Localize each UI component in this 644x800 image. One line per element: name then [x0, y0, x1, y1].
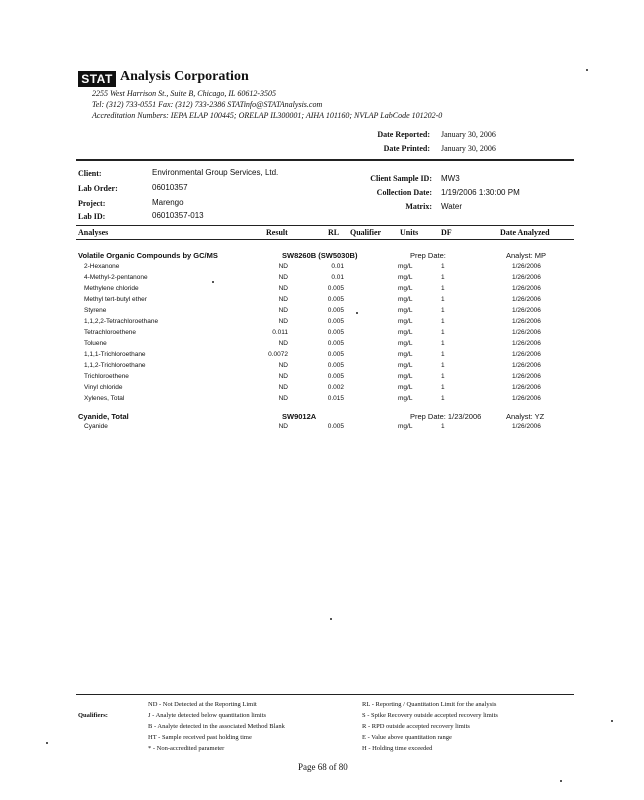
col-units: Units — [400, 228, 419, 237]
df-value: 1 — [441, 285, 445, 292]
date-analyzed-value: 1/26/2006 — [512, 329, 541, 336]
result-value: ND — [278, 384, 288, 391]
company-address: 2255 West Harrison St., Suite B, Chicago, IL 60612-3505 — [92, 89, 277, 98]
result-value: ND — [278, 362, 288, 369]
group-voc-title: Volatile Organic Compounds by GC/MS — [78, 251, 218, 260]
result-value: ND — [278, 285, 288, 292]
table-row — [0, 340, 644, 351]
date-analyzed-value: 1/26/2006 — [512, 351, 541, 358]
units-value: mg/L — [398, 263, 413, 270]
date-printed-value: January 30, 2006 — [441, 144, 496, 153]
analyte-name: 2-Hexanone — [84, 263, 120, 270]
table-row — [0, 285, 644, 296]
scan-speck — [560, 780, 562, 782]
lab-id-label: Lab ID: — [78, 212, 106, 221]
qualifier-e: E - Value above quantitation range — [362, 734, 452, 741]
units-value: mg/L — [398, 362, 413, 369]
scan-speck — [212, 281, 214, 283]
analyte-name: 1,1,2-Trichloroethane — [84, 362, 146, 369]
sample-id-value: MW3 — [441, 174, 460, 183]
table-row — [0, 296, 644, 307]
df-value: 1 — [441, 274, 445, 281]
rl-value: 0.005 — [327, 373, 344, 380]
table-row — [0, 373, 644, 384]
date-analyzed-value: 1/26/2006 — [512, 274, 541, 281]
analyte-name: Xylenes, Total — [84, 395, 125, 402]
col-date-analyzed: Date Analyzed — [500, 228, 550, 237]
project-label: Project: — [78, 199, 106, 208]
company-logo: STAT — [78, 71, 116, 87]
table-row — [0, 274, 644, 285]
scan-speck — [46, 742, 48, 744]
group-voc-prep: Prep Date: — [410, 251, 446, 260]
units-value: mg/L — [398, 274, 413, 281]
qualifier-rl: RL - Reporting / Quantitation Limit for the analysis — [362, 701, 497, 708]
df-value: 1 — [441, 263, 445, 270]
table-row — [0, 395, 644, 406]
qualifier-nd: ND - Not Detected at the Reporting Limit — [148, 701, 257, 708]
rl-value: 0.01 — [331, 274, 344, 281]
df-value: 1 — [441, 373, 445, 380]
date-analyzed-value: 1/26/2006 — [512, 362, 541, 369]
accreditation-numbers: Accreditation Numbers: IEPA ELAP 100445; ORELAP IL300001; AIHA 101160; NVLAP LabCode 101202-0 — [92, 111, 443, 120]
units-value: mg/L — [398, 395, 413, 402]
units-value: mg/L — [398, 329, 413, 336]
page-number: Page 68 of 80 — [298, 762, 348, 772]
units-value: mg/L — [398, 340, 413, 347]
date-analyzed-value: 1/26/2006 — [512, 285, 541, 292]
rl-value: 0.005 — [327, 307, 344, 314]
date-analyzed-value: 1/26/2006 — [512, 296, 541, 303]
result-value: ND — [278, 263, 288, 270]
result-value: ND — [278, 318, 288, 325]
qualifier-b: B - Analyte detected in the associated Method Blank — [148, 723, 285, 730]
rl-value: 0.005 — [327, 329, 344, 336]
units-value: mg/L — [398, 285, 413, 292]
rl-value: 0.015 — [327, 395, 344, 402]
group-cyanide-method: SW9012A — [282, 412, 317, 421]
df-value: 1 — [441, 318, 445, 325]
matrix-label: Matrix: — [405, 202, 432, 211]
analyte-name: Trichloroethene — [84, 373, 129, 380]
date-analyzed-value: 1/26/2006 — [512, 373, 541, 380]
date-reported-label: Date Reported: — [377, 130, 430, 139]
units-value: mg/L — [398, 307, 413, 314]
company-contact: Tel: (312) 733-0551 Fax: (312) 733-2386 STATinfo@STATAnalysis.com — [92, 100, 323, 109]
df-value: 1 — [441, 395, 445, 402]
analyte-name: 4-Methyl-2-pentanone — [84, 274, 148, 281]
group-voc-method: SW8260B (SW5030B) — [282, 251, 358, 260]
analyte-name: Vinyl chloride — [84, 384, 123, 391]
table-row — [0, 263, 644, 274]
lab-order-label: Lab Order: — [78, 184, 118, 193]
units-value: mg/L — [398, 384, 413, 391]
group-cyanide-analyst: Analyst: YZ — [506, 412, 545, 421]
matrix-value: Water — [441, 202, 463, 211]
col-qualifier: Qualifier — [350, 228, 382, 237]
rl-value: 0.01 — [331, 263, 344, 270]
col-analyses: Analyses — [78, 228, 109, 237]
sample-id-label: Client Sample ID: — [370, 174, 432, 183]
qualifier-s: S - Spike Recovery outside accepted recovery limits — [362, 712, 498, 719]
client-value: Environmental Group Services, Ltd. — [152, 168, 279, 177]
collection-date-label: Collection Date: — [376, 188, 432, 197]
units-value: mg/L — [398, 351, 413, 358]
group-cyanide-title: Cyanide, Total — [78, 412, 129, 421]
qualifier-j: J - Analyte detected below quantitation limits — [148, 712, 267, 719]
table-row — [0, 307, 644, 318]
client-label: Client: — [78, 169, 102, 178]
col-result: Result — [266, 228, 288, 237]
lab-order-value: 06010357 — [152, 183, 188, 192]
rl-value: 0.005 — [327, 285, 344, 292]
rl-value: 0.005 — [327, 318, 344, 325]
company-name: Analysis Corporation — [120, 69, 249, 84]
result-value: ND — [278, 423, 288, 430]
table-row — [0, 329, 644, 340]
df-value: 1 — [441, 340, 445, 347]
col-df: DF — [441, 228, 452, 237]
result-value: ND — [278, 395, 288, 402]
df-value: 1 — [441, 307, 445, 314]
analyte-name: Cyanide — [84, 423, 108, 430]
scan-speck — [611, 720, 613, 722]
header-top-rule — [76, 225, 574, 226]
date-analyzed-value: 1/26/2006 — [512, 318, 541, 325]
analyte-name: 1,1,1-Trichloroethane — [84, 351, 146, 358]
analyte-name: Methyl tert-butyl ether — [84, 296, 147, 303]
df-value: 1 — [441, 423, 445, 430]
group-voc-analyst: Analyst: MP — [506, 251, 547, 260]
scan-speck — [586, 69, 588, 71]
date-reported-value: January 30, 2006 — [441, 130, 496, 139]
result-value: ND — [278, 340, 288, 347]
analyte-name: Toluene — [84, 340, 107, 347]
header-bottom-rule — [76, 239, 574, 240]
date-analyzed-value: 1/26/2006 — [512, 263, 541, 270]
group-cyanide-prep: Prep Date: 1/23/2006 — [410, 412, 482, 421]
df-value: 1 — [441, 351, 445, 358]
date-analyzed-value: 1/26/2006 — [512, 340, 541, 347]
qualifier-star: * - Non-accredited parameter — [148, 745, 225, 752]
analyte-name: Tetrachloroethene — [84, 329, 137, 336]
rl-value: 0.005 — [327, 362, 344, 369]
result-value: ND — [278, 373, 288, 380]
collection-date-value: 1/19/2006 1:30:00 PM — [441, 188, 520, 197]
date-analyzed-value: 1/26/2006 — [512, 423, 541, 430]
df-value: 1 — [441, 296, 445, 303]
footer-rule — [76, 694, 574, 695]
rl-value: 0.005 — [327, 340, 344, 347]
date-analyzed-value: 1/26/2006 — [512, 307, 541, 314]
rl-value: 0.005 — [327, 423, 344, 430]
info-top-rule — [76, 159, 574, 161]
date-analyzed-value: 1/26/2006 — [512, 384, 541, 391]
scan-speck — [330, 618, 332, 620]
table-row — [0, 318, 644, 329]
result-value: ND — [278, 307, 288, 314]
df-value: 1 — [441, 329, 445, 336]
col-rl: RL — [328, 228, 340, 237]
table-row — [0, 351, 644, 362]
date-analyzed-value: 1/26/2006 — [512, 395, 541, 402]
result-value: 0.011 — [272, 329, 288, 336]
scan-speck — [356, 312, 358, 314]
analyte-name: 1,1,2,2-Tetrachloroethane — [84, 318, 159, 325]
result-value: ND — [278, 296, 288, 303]
df-value: 1 — [441, 384, 445, 391]
result-value: ND — [278, 274, 288, 281]
rl-value: 0.005 — [327, 296, 344, 303]
qualifier-ht: HT - Sample received past holding time — [148, 734, 252, 741]
units-value: mg/L — [398, 318, 413, 325]
analyte-name: Styrene — [84, 307, 107, 314]
qualifier-r: R - RPD outside accepted recovery limits — [362, 723, 470, 730]
date-printed-label: Date Printed: — [383, 144, 430, 153]
analyte-name: Methylene chloride — [84, 285, 139, 292]
qualifier-h: H - Holding time exceeded — [362, 745, 433, 752]
project-value: Marengo — [152, 198, 184, 207]
rl-value: 0.002 — [327, 384, 344, 391]
table-row — [0, 384, 644, 395]
units-value: mg/L — [398, 423, 413, 430]
lab-id-value: 06010357-013 — [152, 211, 204, 220]
units-value: mg/L — [398, 373, 413, 380]
table-row — [0, 362, 644, 373]
units-value: mg/L — [398, 296, 413, 303]
table-row — [0, 423, 644, 434]
df-value: 1 — [441, 362, 445, 369]
rl-value: 0.005 — [327, 351, 344, 358]
qualifiers-label: Qualifiers: — [78, 712, 108, 719]
result-value: 0.0072 — [268, 351, 288, 358]
